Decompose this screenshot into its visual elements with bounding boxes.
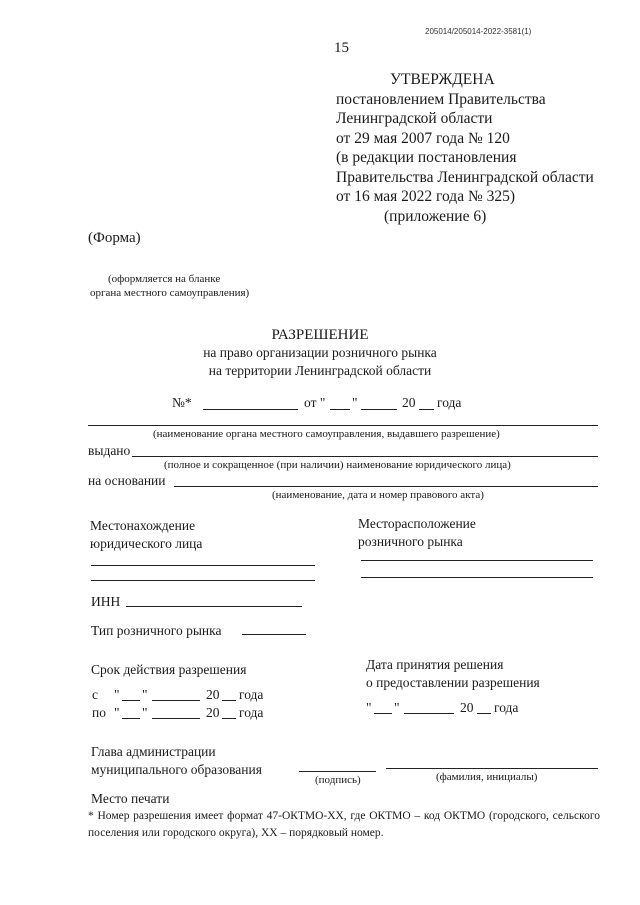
basis-caption: (наименование, дата и номер правового акта) xyxy=(272,489,484,501)
year-suffix: года xyxy=(239,705,264,720)
year-prefix: 20 xyxy=(206,705,220,720)
authority-caption: (наименование органа местного самоуправления, выдавшего разрешение) xyxy=(153,428,500,440)
issued-field[interactable] xyxy=(132,456,598,457)
footnote: * Номер разрешения имеет формат 47-ОКТМО-ХХ, где ОКТМО – код ОКТМО (городского, сельского поселения или городского округа), ХХ – порядковый номер. xyxy=(88,810,600,839)
page-number: 15 xyxy=(334,40,349,56)
basis-field[interactable] xyxy=(174,486,598,487)
approval-line: постановлением Правительства xyxy=(336,90,546,108)
decision-title: Дата принятия решения xyxy=(366,657,504,672)
validity-to-day[interactable] xyxy=(122,718,140,719)
market-location-field[interactable] xyxy=(361,560,593,561)
inn-label: ИНН xyxy=(91,594,121,609)
validity-from-year[interactable] xyxy=(222,700,236,701)
quote-close: " xyxy=(142,687,148,702)
permit-subtitle: на территории Ленинградской области xyxy=(208,363,432,378)
approval-line: от 16 мая 2022 года № 325) xyxy=(336,188,516,205)
document-code: 205014/205014-2022-3581(1) xyxy=(425,27,532,36)
validity-title: Срок действия разрешения xyxy=(91,662,247,677)
year-suffix: года xyxy=(239,687,264,702)
month-field[interactable] xyxy=(361,409,397,410)
form-label: (Форма) xyxy=(88,230,141,246)
number-label: №* xyxy=(172,395,192,410)
validity-to-month[interactable] xyxy=(152,718,200,719)
permit-subtitle: на право организации розничного рынка xyxy=(203,345,437,360)
stamp-label: Место печати xyxy=(91,791,170,806)
quote-close: " xyxy=(394,700,400,715)
authority-field[interactable] xyxy=(88,425,598,426)
basis-label: на основании xyxy=(88,473,166,488)
quote-open: " xyxy=(114,705,120,720)
signature-caption: (подпись) xyxy=(315,774,361,786)
name-field[interactable] xyxy=(386,768,598,769)
decision-day[interactable] xyxy=(374,713,392,714)
approval-block xyxy=(336,70,596,226)
market-location-field[interactable] xyxy=(361,577,593,578)
quote-close: " xyxy=(352,395,358,410)
blank-note: органа местного самоуправления) xyxy=(90,287,250,299)
entity-location-field[interactable] xyxy=(91,565,315,566)
entity-location-field[interactable] xyxy=(91,580,315,581)
market-type-label: Тип розничного рынка xyxy=(91,623,222,638)
quote-open: " xyxy=(366,700,372,715)
quote-close: " xyxy=(142,705,148,720)
validity-from-day[interactable] xyxy=(122,700,140,701)
validity-to-year[interactable] xyxy=(222,718,236,719)
year-prefix: 20 xyxy=(402,395,416,410)
blank-note: (оформляется на бланке xyxy=(108,273,221,285)
year-prefix: 20 xyxy=(460,700,474,715)
approval-line: Правительства Ленинградской области xyxy=(336,168,594,186)
approval-heading: УТВЕРЖДЕНА xyxy=(390,71,495,88)
inn-field[interactable] xyxy=(126,606,302,607)
validity-to-prefix: по xyxy=(92,705,106,720)
approval-line: (в редакции постановления xyxy=(336,149,517,166)
name-caption: (фамилия, инициалы) xyxy=(436,771,538,783)
market-type-field[interactable] xyxy=(242,634,306,635)
signature-field[interactable] xyxy=(299,771,376,772)
market-location-label: розничного рынка xyxy=(358,534,463,549)
decision-title: о предоставлении разрешения xyxy=(366,675,540,690)
issued-caption: (полное и сокращенное (при наличии) наименование юридического лица) xyxy=(164,459,511,471)
year-prefix: 20 xyxy=(206,687,220,702)
decision-year[interactable] xyxy=(477,713,491,714)
number-field[interactable] xyxy=(203,409,298,410)
head-title: муниципального образования xyxy=(91,762,262,777)
head-title: Глава администрации xyxy=(91,744,216,759)
approval-line: от 29 мая 2007 года № 120 xyxy=(336,129,510,147)
date-from-label: от " xyxy=(304,395,326,410)
market-location-label: Месторасположение xyxy=(358,516,476,531)
quote-open: " xyxy=(114,687,120,702)
approval-appendix: (приложение 6) xyxy=(384,207,487,225)
day-field[interactable] xyxy=(330,409,350,410)
validity-from-month[interactable] xyxy=(152,700,200,701)
year-field[interactable] xyxy=(419,409,434,410)
validity-from-prefix: с xyxy=(92,687,98,702)
year-suffix: года xyxy=(437,395,462,410)
decision-month[interactable] xyxy=(404,713,454,714)
approval-line: Ленинградской области xyxy=(336,110,493,127)
entity-location-label: юридического лица xyxy=(90,536,203,551)
year-suffix: года xyxy=(494,700,519,715)
issued-label: выдано xyxy=(88,443,131,458)
entity-location-label: Местонахождение xyxy=(90,518,196,533)
permit-title: РАЗРЕШЕНИЕ xyxy=(271,327,369,343)
